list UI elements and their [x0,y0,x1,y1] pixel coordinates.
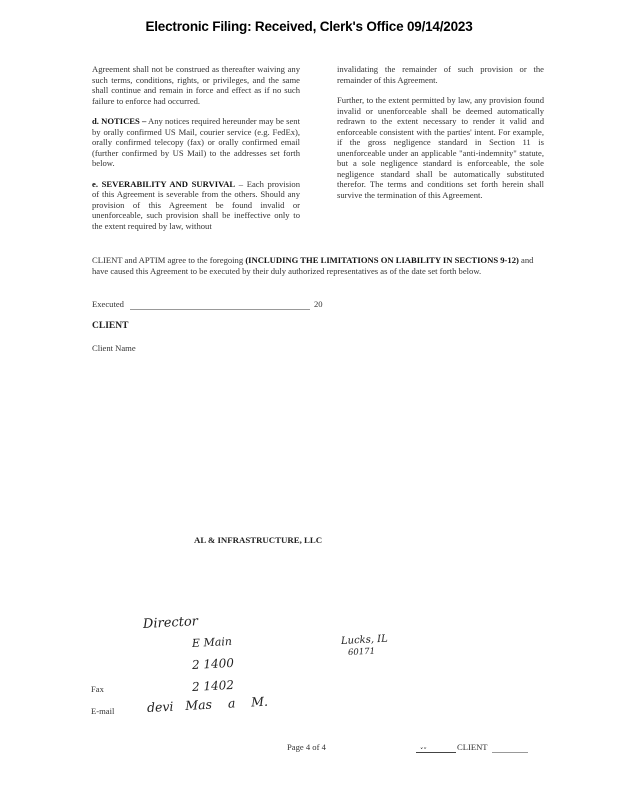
handwritten-email: devi Mas a M. [146,693,269,715]
executed-date-line [130,309,310,310]
footer-client: CLIENT [457,742,488,752]
handwritten-fax: 2 1402 [191,677,235,694]
handwritten-title: Director [142,614,199,632]
notices-heading: d. NOTICES – [92,116,147,126]
agreement-suffix: and have caused this Agreement to be executed by their duly authorized representatives as of the date set forth below. [92,255,534,276]
agreement-prefix: CLIENT and APTIM agree to the foregoing [92,255,246,265]
redrawn-paragraph: Further, to the extent permitted by law, any provision found invalid or unenforceable shall be deemed automatically redrawn to the extent necessary to render it valid and enforceable consistent with the parties' intent. For example, if the gross negligence standard in Section 11 is unenforceable under an applicable "anti-indemnity" statute, but a sole negligence standard is enforceable, the sole negligence standard shall be automatically substituted therefor. The terms and conditions set forth herein shall survive the termination of this Agreement. [337,95,544,200]
waiver-paragraph: Agreement shall not be construed as thereafter waiving any such terms, conditions, rights, or privileges, and the same shall continue and remain in force and effect as if no such failure to enforce had occurred. [92,64,300,106]
client-name-label: Client Name [92,343,136,353]
invalidating-paragraph: invalidating the remainder of such provision or the remainder of this Agreement. [337,64,544,85]
severability-paragraph [92,179,300,232]
handwritten-city: Lucks, IL [340,633,389,647]
electronic-filing-stamp: Electronic Filing: Received, Clerk's Office 09/14/2023 [145,19,473,34]
notices-paragraph [92,116,300,169]
severability-heading: e. SEVERABILITY AND SURVIVAL [92,178,236,189]
year-label: 20 [314,299,323,309]
client-initials-line [492,752,528,753]
handwritten-phone: 2 1400 [191,655,235,672]
fax-label: Fax [91,684,104,694]
executed-label: Executed [92,299,124,309]
client-heading: CLIENT [92,321,129,331]
company-name: AL & INFRASTRUCTURE, LLC [194,535,323,545]
handwritten-address: E Main [191,634,233,650]
notices-text: Any notices required hereunder may be sent by orally confirmed US Mail, courier service (e.g. FedEx), orally confirmed telecopy (fax) or orally confirmed email (further confirmed by US Mail) to the addresses set forth below. [92,116,300,168]
right-column [337,64,544,210]
agreement-bold: (INCLUDING THE LIMITATIONS ON LIABILITY IN SECTIONS 9-12) [245,255,519,265]
handwritten-zip: 60171 [347,646,376,658]
severability-text: – Each provision of this Agreement is severable from the others. Should any provision of this Agreement be found invalid or unenforceable, such provision shall be ineffective only to the extent required by law, without [92,178,300,231]
page-number: Page 4 of 4 [287,742,326,752]
agreement-paragraph [92,255,544,277]
left-column [92,64,300,241]
email-label: E-mail [91,706,115,716]
initials-mark-icon: ˅˅ [419,746,428,755]
